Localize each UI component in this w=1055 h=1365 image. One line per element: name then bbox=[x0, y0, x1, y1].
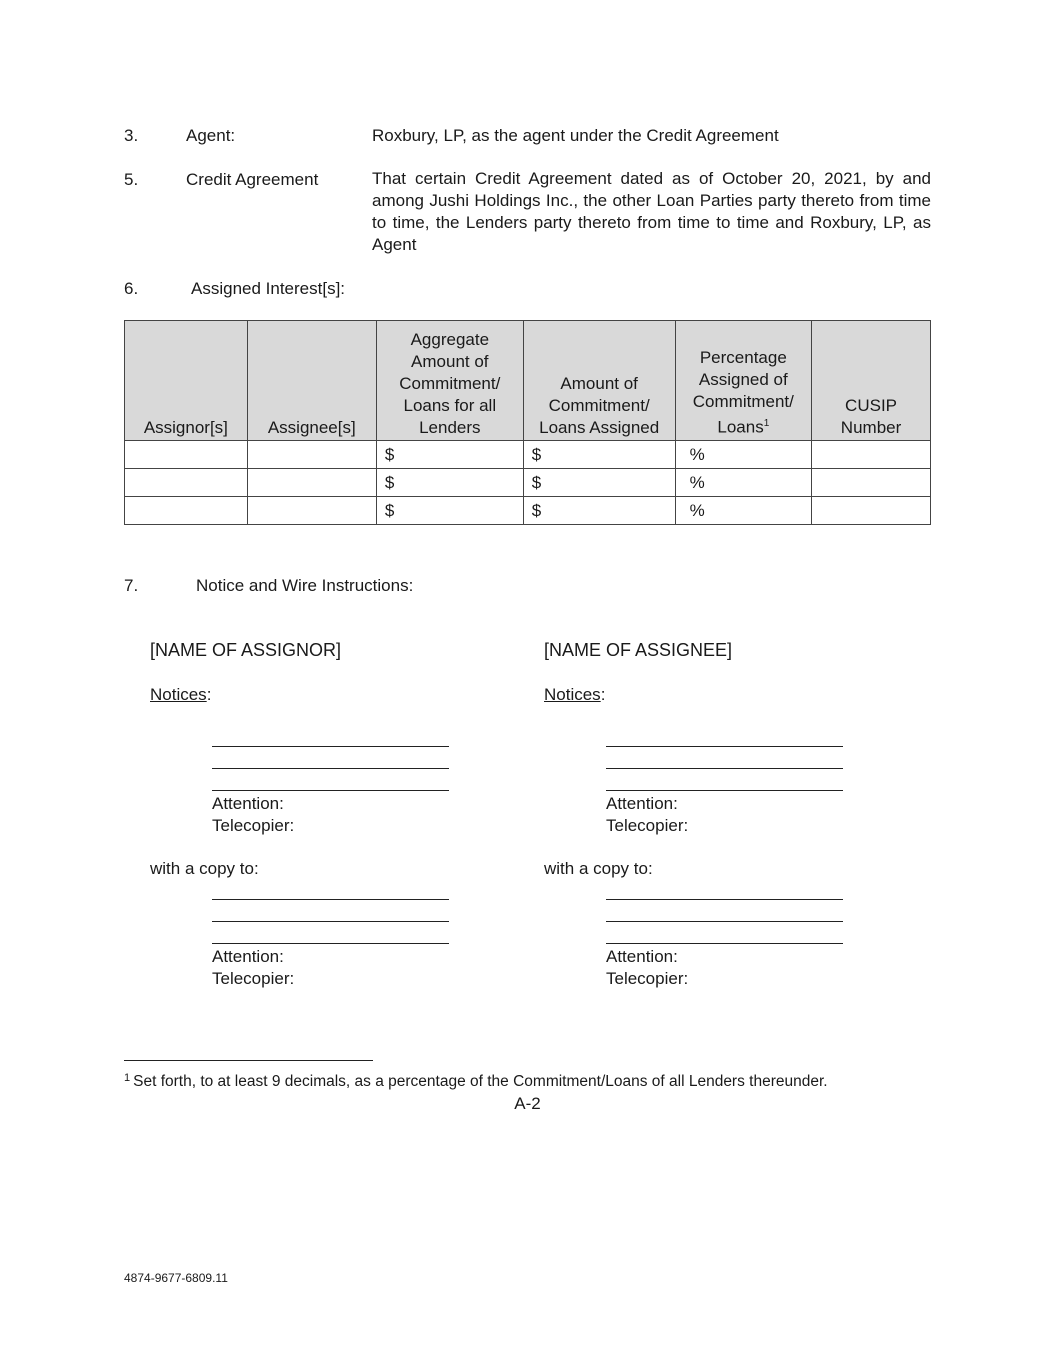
assignor-copy-telecopier: Telecopier: bbox=[212, 969, 295, 988]
item-5-text: That certain Credit Agreement dated as of October 20, 2021, by and among Jushi Holdings Inc., the other Loan Parties party thereto from time to time, the Lenders party thereto from time to time and Roxbury, LP, as Agent bbox=[372, 169, 931, 254]
cell-amount: $ bbox=[523, 441, 675, 469]
assignee-copy-attention: Attention: bbox=[606, 947, 678, 966]
table-header-row bbox=[125, 321, 931, 441]
assignor-copy-attention: Attention: bbox=[212, 947, 284, 966]
item-5-number: 5. bbox=[124, 170, 139, 189]
item-5-label: Credit Agreement bbox=[186, 170, 319, 189]
assignor-notice-line-2 bbox=[212, 768, 449, 769]
assignee-telecopier: Telecopier: bbox=[606, 816, 689, 835]
cell-cusip bbox=[812, 497, 931, 525]
header-assignee: Assignee[s] bbox=[247, 321, 376, 441]
item-3-number: 3. bbox=[124, 126, 139, 145]
cell-percent: % bbox=[675, 441, 812, 469]
header-assignor: Assignor[s] bbox=[125, 321, 248, 441]
table-row bbox=[125, 469, 931, 497]
assignor-name: [NAME OF ASSIGNOR] bbox=[150, 640, 342, 660]
item-7-label: Notice and Wire Instructions: bbox=[196, 576, 414, 595]
header-aggregate-amount: Aggregate Amount of Commitment/ Loans for all Lenders bbox=[376, 321, 523, 441]
cell-assignor bbox=[125, 469, 248, 497]
cell-assignee bbox=[247, 497, 376, 525]
assignor-attention: Attention: bbox=[212, 794, 284, 813]
assignor-notice-line-3 bbox=[212, 790, 449, 791]
cell-amount: $ bbox=[523, 497, 675, 525]
cell-assignee bbox=[247, 441, 376, 469]
assigned-interests-table bbox=[124, 320, 931, 525]
assignor-copy-line-1 bbox=[212, 899, 449, 900]
assignor-copy-line-2 bbox=[212, 921, 449, 922]
assignee-copy-telecopier: Telecopier: bbox=[606, 969, 689, 988]
assignor-copy-label: with a copy to: bbox=[150, 859, 259, 878]
cell-assignor bbox=[125, 441, 248, 469]
assignee-copy-line-1 bbox=[606, 899, 843, 900]
assignee-notice-line-3 bbox=[606, 790, 843, 791]
item-3-text: Roxbury, LP, as the agent under the Credit Agreement bbox=[372, 126, 779, 145]
page-number: A-2 bbox=[514, 1094, 541, 1113]
header-amount-assigned: Amount of Commitment/ Loans Assigned bbox=[523, 321, 675, 441]
footnote-marker: 1 bbox=[124, 1072, 131, 1084]
item-7-number: 7. bbox=[124, 576, 139, 595]
assignee-attention: Attention: bbox=[606, 794, 678, 813]
item-6-number: 6. bbox=[124, 279, 139, 298]
cell-cusip bbox=[812, 469, 931, 497]
cell-cusip bbox=[812, 441, 931, 469]
document-id: 4874-9677-6809.11 bbox=[124, 1271, 228, 1285]
cell-assignee bbox=[247, 469, 376, 497]
assignee-notice-line-1 bbox=[606, 746, 843, 747]
item-3-label: Agent: bbox=[186, 126, 236, 145]
cell-aggregate: $ bbox=[376, 497, 523, 525]
assignee-copy-label: with a copy to: bbox=[544, 859, 653, 878]
assignor-telecopier: Telecopier: bbox=[212, 816, 295, 835]
footnote-ref: 1 bbox=[763, 418, 770, 430]
assignee-notice-line-2 bbox=[606, 768, 843, 769]
cell-assignor bbox=[125, 497, 248, 525]
cell-amount: $ bbox=[523, 469, 675, 497]
header-cusip: CUSIP Number bbox=[812, 321, 931, 441]
cell-percent: % bbox=[675, 469, 812, 497]
assignor-notice-line-1 bbox=[212, 746, 449, 747]
table-row bbox=[125, 441, 931, 469]
footnote bbox=[124, 1072, 828, 1091]
cell-aggregate: $ bbox=[376, 469, 523, 497]
assignee-copy-line-2 bbox=[606, 921, 843, 922]
cell-aggregate: $ bbox=[376, 441, 523, 469]
assignor-copy-line-3 bbox=[212, 943, 449, 944]
header-percentage-assigned: Percentage Assigned of Commitment/ Loans$^1$ bbox=[675, 321, 812, 441]
footnote-text: Set forth, to at least 9 decimals, as a percentage of the Commitment/Loans of all Lenders thereunder. bbox=[133, 1073, 828, 1090]
assignee-copy-line-3 bbox=[606, 943, 843, 944]
assignor-notices-heading: Notices: bbox=[150, 685, 212, 704]
assignee-notices-heading: Notices: bbox=[544, 685, 606, 704]
assignee-name: [NAME OF ASSIGNEE] bbox=[544, 640, 733, 660]
cell-percent: % bbox=[675, 497, 812, 525]
item-6-label: Assigned Interest[s]: bbox=[191, 279, 346, 298]
table-row bbox=[125, 497, 931, 525]
footnote-separator bbox=[124, 1060, 373, 1061]
